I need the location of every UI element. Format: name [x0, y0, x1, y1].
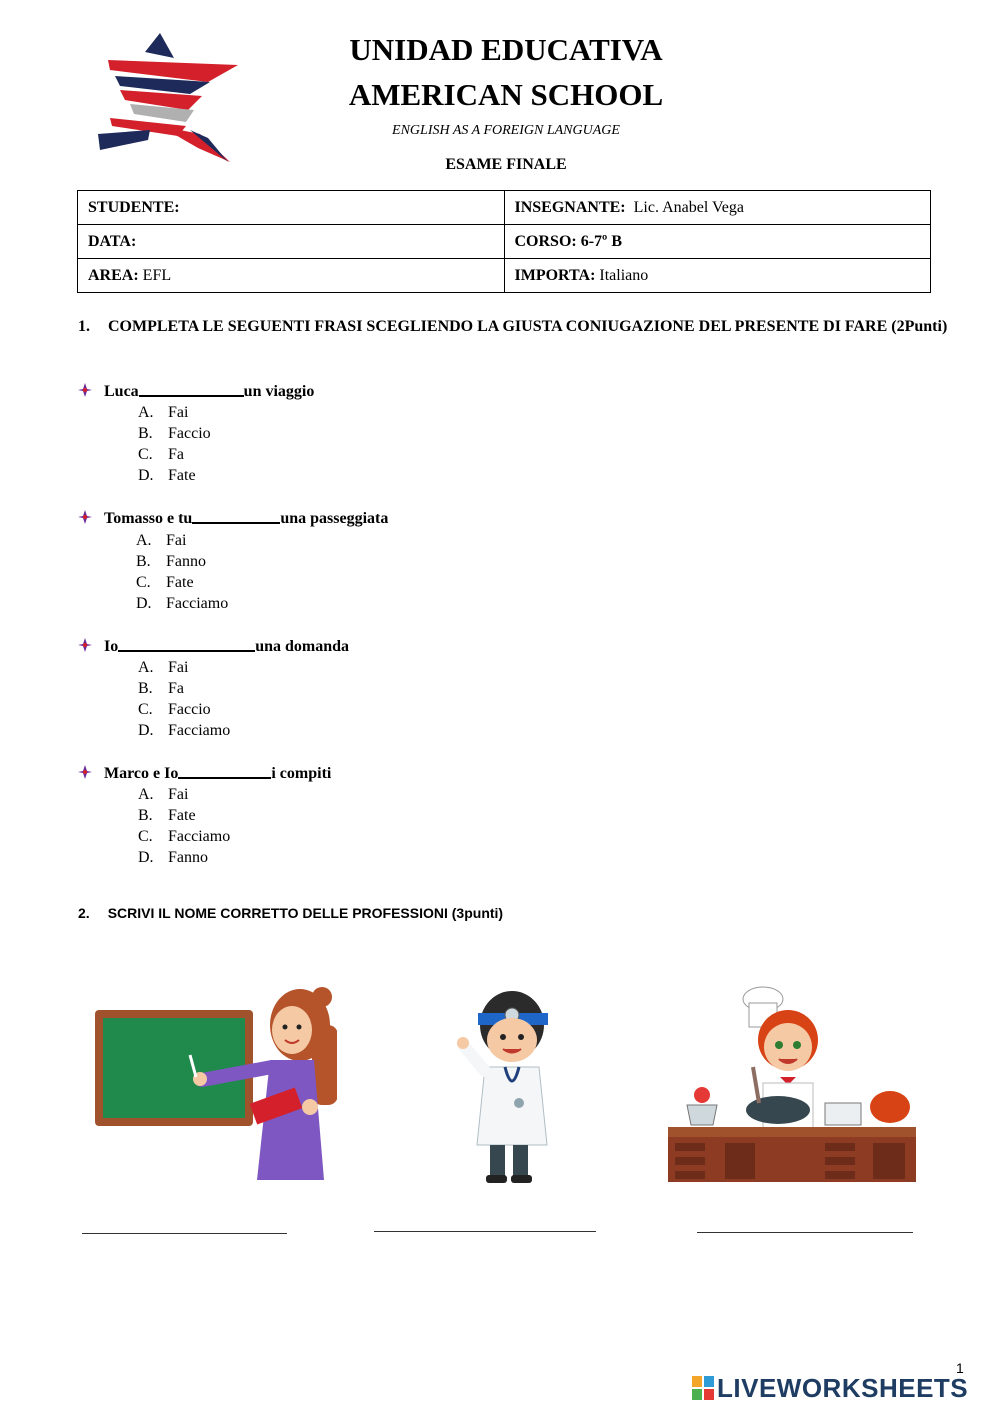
subject-cell [504, 259, 931, 293]
question-4-before: Marco e Io [104, 765, 179, 782]
subject-label: IMPORTA: [514, 266, 596, 284]
course-cell [504, 225, 931, 259]
liveworksheets-brand[interactable] [692, 1374, 968, 1402]
teacher-illustration [92, 985, 337, 1185]
teacher-value: Lic. Anabel Vega [633, 198, 744, 216]
chef-illustration [665, 985, 920, 1185]
question-2-after: una passeggiata [280, 510, 389, 527]
answer-line-doctor[interactable] [374, 1231, 596, 1232]
section1-number: 1. [78, 318, 90, 335]
question-1 [78, 381, 314, 401]
teacher-label: INSEGNANTE: [514, 198, 626, 216]
question-4-blank[interactable] [178, 763, 271, 779]
area-cell [78, 259, 505, 293]
section1-instruction: COMPLETA LE SEGUENTI FRASI SCEGLIENDO LA GIUSTA CONIUGAZIONE DEL PRESENTE DI FARE (2Punti) [108, 318, 948, 335]
arrow-bullet-icon [78, 510, 92, 524]
arrow-bullet-icon [78, 383, 92, 397]
arrow-bullet-icon [78, 765, 92, 779]
page-number: 1 [956, 1360, 964, 1376]
section1-heading [78, 316, 958, 360]
question-2-blank[interactable] [192, 508, 280, 524]
answer-line-teacher[interactable] [82, 1233, 287, 1234]
question-3-after: una domanda [255, 638, 350, 655]
section2-number: 2. [78, 905, 90, 921]
question-4-after: i compiti [271, 765, 332, 782]
school-name-line1: UNIDAD EDUCATIVA [349, 32, 663, 67]
area-label: AREA: [88, 266, 139, 284]
exam-title: ESAME FINALE [445, 156, 567, 173]
subtitle: ENGLISH AS A FOREIGN LANGUAGE [392, 123, 620, 138]
student-cell[interactable] [78, 191, 505, 225]
question-3 [78, 636, 349, 656]
question-2-before: Tomasso e tu [104, 510, 193, 527]
course-label: CORSO: 6-7º B [514, 232, 623, 250]
question-3-before: Io [104, 638, 119, 655]
school-logo [90, 30, 240, 165]
question-1-after: un viaggio [243, 383, 315, 400]
question-2 [78, 508, 388, 528]
arrow-bullet-icon [78, 638, 92, 652]
question-4 [78, 763, 331, 783]
date-cell[interactable] [78, 225, 505, 259]
teacher-cell [504, 191, 931, 225]
brand-text: LIVEWORKSHEETS [717, 1372, 969, 1403]
question-1-before: Luca [104, 383, 139, 400]
section2-instruction: SCRIVI IL NOME CORRETTO DELLE PROFESSIONI (3punti) [107, 905, 504, 921]
date-label: DATA: [88, 232, 137, 250]
liveworksheets-logo-icon [692, 1376, 714, 1400]
question-1-blank[interactable] [139, 381, 244, 397]
student-info-table [77, 190, 931, 293]
doctor-illustration [455, 985, 560, 1185]
section2-heading [78, 905, 503, 921]
student-label: STUDENTE: [88, 198, 180, 216]
subject-value: Italiano [599, 266, 649, 284]
area-value: EFL [142, 266, 172, 284]
question-3-blank[interactable] [118, 636, 255, 652]
school-name-line2: AMERICAN SCHOOL [348, 77, 664, 112]
answer-line-chef[interactable] [697, 1232, 913, 1233]
